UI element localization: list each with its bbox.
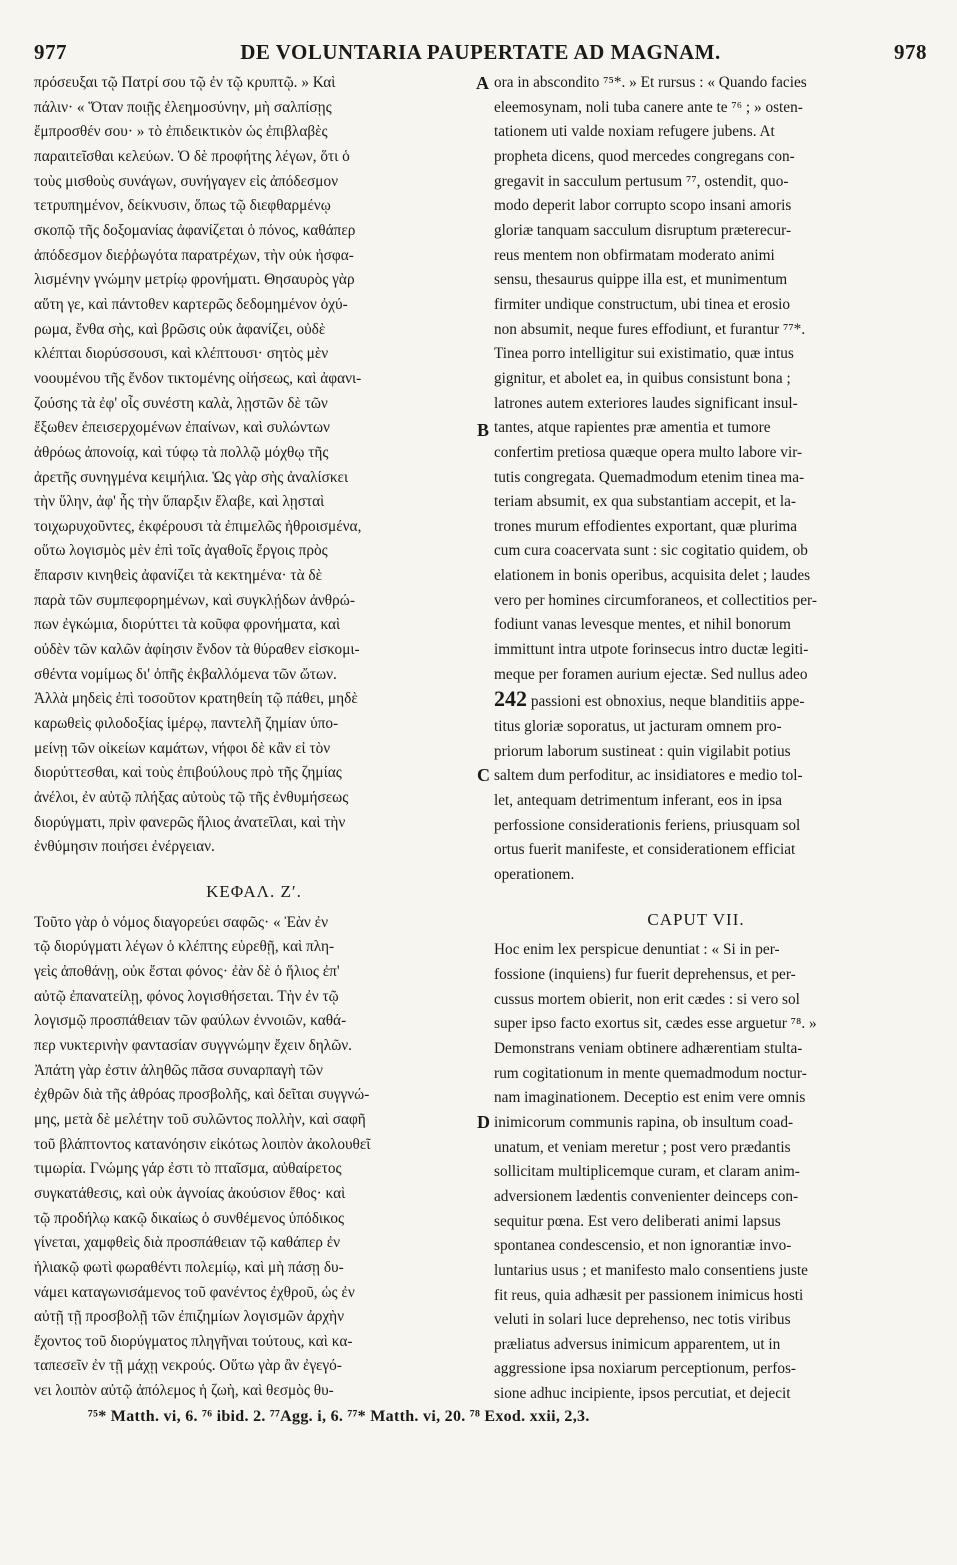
left-page-number: 977 [34,40,67,64]
latin-text-block-1 [494,71,898,663]
text-line: παραιτεῖσθαι κελεύων. Ὁ δὲ προφήτης λέγων, ὅτι ὁ [34,147,350,165]
text-line: cussus mortem obierit, non erit cædes : si vero sol [494,990,800,1008]
text-line: τὴν ὕλην, ἀφ' ἧς τὴν ὕπαρξιν ἔλαβε, καὶ λῃσταὶ [34,493,325,511]
text-line: modo deperit labor corrupto scopo insani amoris [494,197,792,215]
text-line: latrones autem exteriores laudes significant insul- [494,394,798,412]
margin-letter-c: C [477,765,490,785]
text-line: ora in abscondito ⁷⁵*. » Et rursus : « Quando facies [494,74,807,91]
text-line: ζούσης τὰ ἐφ' οἷς συνέστη καλὰ, λῃστῶν δὲ τῶν [34,394,328,412]
latin-column [494,71,898,1401]
page-header [34,40,927,68]
text-line: μείνῃ τῶν οἰκείων καμάτων, νήφοι δὲ κἂν εἰ τὸν [34,739,331,757]
text-line: τοιχωρυχοῦντες, ἐκφέρουσι τὰ ἐπιμελῶς ἠθροισμένα, [34,517,362,535]
text-line: propheta dicens, quod mercedes congregans con- [494,147,795,165]
text-line: perfossione considerationis feriens, priusquam sol [494,816,801,834]
text-line: immittunt intra utpote forinsecus intro ductæ legiti- [494,641,809,659]
text-line: λογισμῷ προσπάθειαν τῶν φαύλων ἐννοιῶν, καθά- [34,1012,347,1030]
text-line: luntarius usus ; et manifesto malo consentiens juste [494,1261,808,1279]
text-line: τοὺς μισθοὺς συνάγων, συνήγαγεν εἰς ἀπόδεσμον [34,172,339,190]
text-line: operationem. [494,866,575,883]
text-line: πρόσευξαι τῷ Πατρί σου τῷ ἐν τῷ κρυπτῷ. » Καὶ [34,74,336,91]
text-line: tantes, atque rapientes præ amentia et tumore [494,419,771,437]
margin-letter-a: A [476,73,489,93]
text-line: οὐδὲν τῶν καλῶν ἀφίησιν ἔνδον τὰ θύραθεν εἰσκομι- [34,641,360,659]
text-line: let, antequam detrimentum inferant, eos in ipsa [494,792,783,810]
text-line: gregavit in sacculum pertusum ⁷⁷, ostendit, quo- [494,172,789,190]
text-line: Hoc enim lex perspicue denuntiat : « Si in per- [494,941,780,959]
text-line: firmiter undique constructum, ubi tinea et erosio [494,295,791,313]
text-line: fodiunt vanas levesque mentes, et nihil bonorum [494,616,791,634]
text-line: elationem in bonis operibus, acquisita delet ; laudes [494,567,811,585]
text-line: veluti in solari luce deprehenso, nec totis viribus [494,1311,791,1329]
text-line: reus mentem non obfirmatam moderato animi [494,246,775,264]
text-line: vero per homines circumforaneos, et collectitios per- [494,591,817,609]
text-line: saltem dum perfoditur, ac insidiatores e medio tol- [494,767,803,785]
text-line: titus gloriæ soporatus, ut jacturam omnem pro- [494,718,782,736]
text-line: τοῦ βλάπτοντος κατανόησιν εἰκότως λοιπὸν ἀκολουθεῖ [34,1135,371,1153]
text-line: ἀρετῆς συνηγμένα κειμήλια. Ὡς γὰρ σὴς ἀναλίσκει [34,468,349,486]
text-line: αὐτῷ ἐπανατείλῃ, φόνος λογισθήσεται. Τὴν ἐν τῷ [34,987,339,1005]
text-line: μης, μετὰ δὲ μελέτην τοῦ συλῶντος πολλὴν, καὶ σαφῆ [34,1110,366,1128]
text-line: spontanea condescensio, et non ignorantiæ invo- [494,1237,792,1255]
text-line: ἔχοντος τοῦ διορύγματος πληγῆναι τούτους, καὶ κα- [34,1332,353,1350]
greek-text-block-1 [34,71,474,860]
text-line: περ νυκτερινὴν φαντασίαν συγγνώμην ἔχειν δηλῶν. [34,1036,353,1054]
margin-letter-b: B [477,420,490,440]
text-line: ἡλιακῷ φωτὶ φωραθέντι πολεμίῳ, καὶ μὴ πάσῃ δυ- [34,1258,344,1276]
text-line: fossione (inquiens) fur fuerit deprehensus, et per- [494,965,796,983]
text-line: priorum laborum sustineat : quin vigilabit potius [494,742,791,760]
text-line: ἐχθρῶν διὰ τῆς ἀθρόας προσβολῆς, καὶ δεῖται συγγνώ- [34,1086,370,1104]
text-line: super ipso facto exortus sit, cædes esse arguetur ⁷⁸. » [494,1015,817,1033]
text-line: tationem uti valde noxiam refugere jubens. At [494,123,775,141]
text-line: διορύγματι, πρὶν φανερῶς ἥλιος ἀνατεῖλαι, καὶ τὴν [34,813,346,831]
text-line: unatum, et veniam meretur ; post vero prædantis [494,1138,791,1156]
text-line: rum cogitationum in mente quemadmodum noctur- [494,1064,807,1082]
text-line: non absumit, neque fures effodiunt, et furantur ⁷⁷*. [494,320,806,338]
text-line: Τοῦτο γὰρ ὁ νόμος διαγορεύει σαφῶς· « Ἐὰν ἐν [34,913,329,931]
text-line: Ἀπάτη γὰρ ἐστιν ἀληθῶς πᾶσα συναρπαγὴ τῶν [34,1061,323,1079]
text-line: cum cura coacervata sunt : sic cogitatio quidem, ob [494,542,808,560]
text-line: καρωθεὶς φιλοδοξίας ἱμέρῳ, παντελῆ ζημίαν ὑπο- [34,715,339,733]
text-line: Demonstrans veniam obtinere adhærentiam stulta- [494,1039,803,1057]
greek-column [34,71,474,1401]
text-line: τῷ προδήλῳ κακῷ δικαίως ὁ συνθέμενος ὑπόδικος [34,1209,345,1227]
text-line: αὕτη γε, καὶ πάντοθεν καρτερῶς δεδομημένον ὀχύ- [34,295,348,313]
greek-text-block-2 [34,911,474,1401]
text-line: teriam absumit, ex qua substantiam accepit, et la- [494,493,797,511]
text-line: sione adhuc incipiente, ipsos percutiat, et dejecit [494,1385,791,1401]
running-title: DE VOLUNTARIA PAUPERTATE AD MAGNAM. [240,40,721,64]
text-line: sollicitam multiplicemque curam, et claram anim- [494,1163,800,1181]
text-line: νει λοιπὸν αὐτῷ ἀπόλεμος ἡ ζωὴ, καὶ θεσμὸς θυ- [34,1382,334,1400]
text-line: aggressione ipsa noxiarum perceptionum, perfos- [494,1360,797,1378]
text-line: γίνεται, χαμφθεὶς διὰ προσπάθειαν τῷ καθάπερ ἐν [34,1234,341,1252]
latin-text-block-3 [494,938,898,1401]
latin-line-with-page-marker [494,687,898,715]
right-page-number: 978 [894,40,927,64]
text-line: confertim pretiosa quæque opera multo labore vir- [494,443,803,461]
text-line: νοουμένου τῆς ἔνδον τικτομένης οἰήσεως, καὶ ἀφανι- [34,369,362,387]
page-marker-242: 242 [494,687,527,712]
text-line: ortus fuerit manifeste, et considerationem efficiat [494,841,796,859]
text-line: τετρυπημένον, δείκνυσιν, ὅπως τῷ διεφθαρμένῳ [34,197,331,215]
text-line: gignitur, et abolet ea, in quibus consistunt bona ; [494,369,791,387]
margin-letter-d: D [477,1112,490,1132]
text-line: ἔμπροσθέν σου· » τὸ ἐπιδεικτικὸν ὡς ἐπιβλαβὲς [34,123,328,141]
text-line: σθέντα νομίμως δι' ὀπῆς ἐκβαλλόμενα τῶν ὤτων. [34,665,337,683]
text-line: ἀνέλοι, ἐν αὐτῷ πλήξας αὐτοὺς τῷ τῆς ἐνθυμήσεως [34,789,349,807]
text-line: sensu, thesaurus quippe illa est, et munimentum [494,271,788,289]
text-line: αὐτῇ τῇ προσβολῇ τῶν ἐπιζημίων λογισμῶν ἀρχὴν [34,1308,345,1326]
text-line: σκοπῷ τῆς δοξομανίας ἀφανίζεται ὁ πόνος, καθάπερ [34,221,356,239]
latin-text-block-2 [494,715,898,888]
text-line: συγκατάθεσις, καὶ οὐκ ἀγνοίας ἀκούσιον ἔθος· καὶ [34,1184,346,1202]
text-line: οὕτω λογισμὸς μὲν ἐπὶ τοῖς ἀγαθοῖς ἔργοις πρὸς [34,542,328,560]
text-line: ταπεσεῖν ἐν τῇ μάχῃ νεκρούς. Οὕτω γὰρ ἂν ἐγεγό- [34,1357,342,1375]
text-line: præliatus adversus inimicum apparentem, ut in [494,1335,781,1353]
text-line: νάμει καταγωνισάμενος τοῦ φανέντος ἐχθροῦ, ὡς ἐν [34,1283,355,1301]
text-line: ρωμα, ἔνθα σὴς, καὶ βρῶσις οὐκ ἀφανίζει, οὐδὲ [34,320,326,338]
text-line: πάλιν· « Ὅταν ποιῇς ἐλεημοσύνην, μὴ σαλπίσῃς [34,98,332,116]
footnotes: ⁷⁵* Matth. vi, 6. ⁷⁶ ibid. 2. ⁷⁷Agg. i, 6. ⁷⁷* Matth. vi, 20. ⁷⁸ Exod. xxii, 2,3. [88,1408,590,1425]
text-line: ἀθρόως ἀπονοίᾳ, καὶ τύφῳ τὰ πολλῷ μόχθῳ τῆς [34,443,329,461]
text-line: κλέπται διορύσσουσι, καὶ κλέπτουσι· σητὸς μὲν [34,345,329,363]
text-line: παρὰ τῶν συμπεφορημένων, καὶ συγκλῄδων ἀνθρώ- [34,591,355,609]
text-line: sequitur pœna. Est vero deliberati animi lapsus [494,1212,781,1230]
text-line: λισμένην γνώμην μετρίῳ φρονήματι. Θησαυρὸς γὰρ [34,271,355,289]
text-line: fit reus, quia adhæsit per passionem inimicus hosti [494,1286,804,1304]
text-line: ἔπαρσιν κινηθεὶς ἀφανίζει τὰ κεκτημένα· τὰ δὲ [34,567,323,585]
text-line: tutis congregata. Quemadmodum etenim tinea ma- [494,468,805,486]
text-line: ἔξωθεν ἐπεισερχομένων ἐπαίνων, καὶ συλώντων [34,419,330,437]
latin-line-rest: passioni est obnoxius, neque blanditiis appe- [527,693,805,711]
text-line: γεὶς ἀποθάνῃ, οὐκ ἔσται φόνος· ἐὰν δὲ ὁ ἥλιος ἐπ' [34,962,340,980]
text-line: ἐνθύμησιν ποιήσει ἐνέργειαν. [34,838,215,856]
text-line: adversionem lædentis convenienter deinceps con- [494,1187,799,1205]
text-line: inimicorum communis rapina, ob insultum coad- [494,1113,794,1131]
text-line: τιμωρία. Γνώμης γάρ ἐστι τὸ πταῖσμα, αὐθαίρετος [34,1160,342,1178]
text-line: nam imaginationem. Deceptio est enim vere omnis [494,1089,806,1107]
text-line: διορύττεσθαι, καὶ τοὺς ἐπιβούλους πρὸ τῆς ζημίας [34,764,342,782]
text-line: ἀπόδεσμον διεῤῥωγότα παρατρέχων, τὴν οὐκ ἠσφα- [34,246,354,264]
text-line: Ἀλλὰ μηδεὶς ἐπὶ τοσοῦτον κρατηθείη τῷ πάθει, μηδὲ [34,690,358,708]
text-line: trones murum effodientes exportant, quæ plurima [494,517,798,535]
text-line: πων ἐγκώμια, διορύττει τὰ κοῦφα φρονήματα, καὶ [34,616,341,634]
latin-section-title: CAPUT VII. [647,909,745,929]
text-line: eleemosynam, noli tuba canere ante te ⁷⁶ ; » osten- [494,98,803,116]
text-line: τῷ διορύγματι λέγων ὁ κλέπτης εὑρεθῇ, καὶ πλη- [34,938,335,956]
latin-line: meque per foramen aurium ejectæ. Sed nullus adeo [494,665,808,683]
greek-section-title: ΚΕΦΑΛ. Ζʹ. [206,882,302,901]
text-line: gloriæ tanquam sacculum disruptum præterecur- [494,221,792,239]
text-line: Tinea porro intelligitur sui existimatio, quæ intus [494,345,794,363]
